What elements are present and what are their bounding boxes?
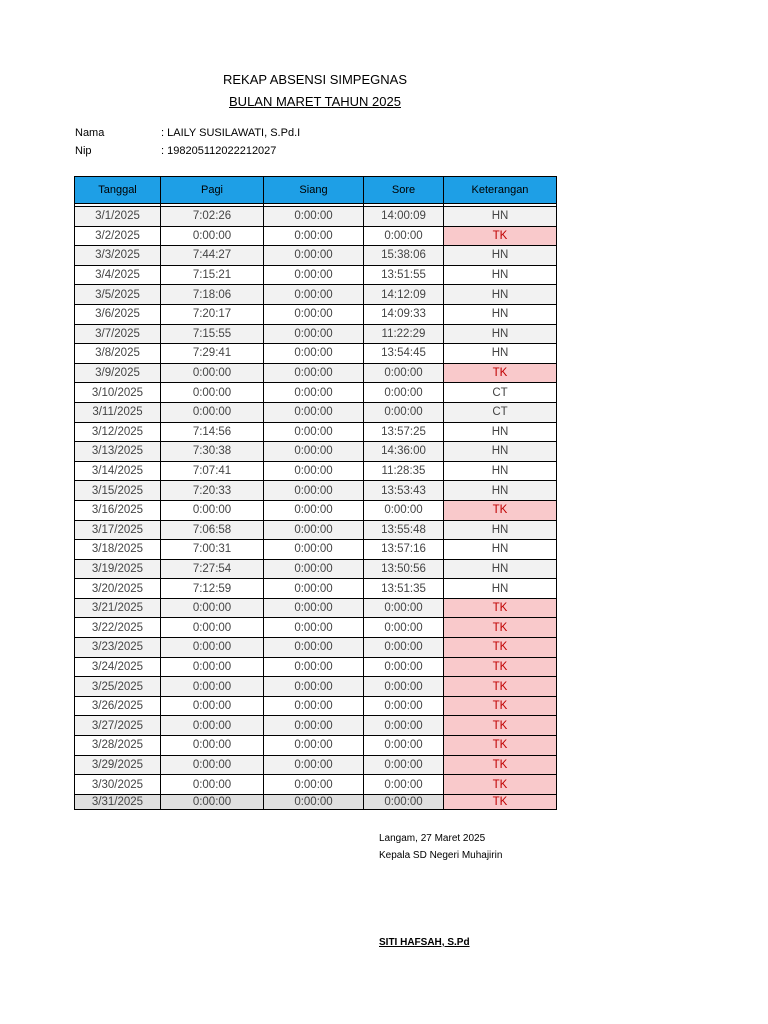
employee-name-label: Nama	[75, 127, 105, 139]
pagi-cell: 7:07:41	[161, 461, 264, 481]
header-siang: Siang	[264, 177, 364, 204]
pagi-cell: 7:14:56	[161, 422, 264, 442]
date-cell: 3/22/2025	[75, 618, 161, 638]
keterangan-cell: HN	[444, 207, 557, 227]
date-cell: 3/17/2025	[75, 520, 161, 540]
date-cell: 3/10/2025	[75, 383, 161, 403]
sore-cell: 14:36:00	[364, 442, 444, 462]
sore-cell: 13:55:48	[364, 520, 444, 540]
siang-cell: 0:00:00	[264, 461, 364, 481]
table-row	[75, 246, 557, 266]
siang-cell: 0:00:00	[264, 246, 364, 266]
sore-cell: 0:00:00	[364, 736, 444, 756]
employee-nip-value: : 198205112022212027	[161, 145, 277, 157]
pagi-cell: 0:00:00	[161, 736, 264, 756]
table-body	[75, 204, 557, 810]
sore-cell: 0:00:00	[364, 618, 444, 638]
sore-cell: 13:54:45	[364, 344, 444, 364]
table-row	[75, 442, 557, 462]
date-cell: 3/1/2025	[75, 207, 161, 227]
siang-cell: 0:00:00	[264, 481, 364, 501]
pagi-cell: 7:27:54	[161, 559, 264, 579]
date-cell: 3/30/2025	[75, 775, 161, 795]
table-row	[75, 265, 557, 285]
keterangan-cell: TK	[444, 500, 557, 520]
date-cell: 3/24/2025	[75, 657, 161, 677]
pagi-cell: 0:00:00	[161, 638, 264, 658]
keterangan-cell: TK	[444, 716, 557, 736]
header-tanggal: Tanggal	[75, 177, 161, 204]
date-cell: 3/26/2025	[75, 696, 161, 716]
table-row	[75, 657, 557, 677]
keterangan-cell: HN	[444, 422, 557, 442]
pagi-cell: 0:00:00	[161, 775, 264, 795]
pagi-cell: 0:00:00	[161, 696, 264, 716]
siang-cell: 0:00:00	[264, 716, 364, 736]
table-row	[75, 716, 557, 736]
siang-cell: 0:00:00	[264, 344, 364, 364]
header-keterangan: Keterangan	[444, 177, 557, 204]
date-cell: 3/9/2025	[75, 363, 161, 383]
sore-cell: 0:00:00	[364, 755, 444, 775]
pagi-cell: 0:00:00	[161, 677, 264, 697]
date-cell: 3/20/2025	[75, 579, 161, 599]
table-row	[75, 775, 557, 795]
siang-cell: 0:00:00	[264, 383, 364, 403]
siang-cell: 0:00:00	[264, 677, 364, 697]
sore-cell: 13:51:35	[364, 579, 444, 599]
date-cell: 3/4/2025	[75, 265, 161, 285]
siang-cell: 0:00:00	[264, 363, 364, 383]
signature-name: SITI HAFSAH, S.Pd	[379, 937, 470, 948]
date-cell: 3/13/2025	[75, 442, 161, 462]
keterangan-cell: HN	[444, 265, 557, 285]
keterangan-cell: HN	[444, 579, 557, 599]
pagi-cell: 0:00:00	[161, 657, 264, 677]
siang-cell: 0:00:00	[264, 324, 364, 344]
table-row	[75, 344, 557, 364]
sore-cell: 0:00:00	[364, 598, 444, 618]
keterangan-cell: HN	[444, 344, 557, 364]
table-row	[75, 598, 557, 618]
pagi-cell: 0:00:00	[161, 794, 264, 809]
keterangan-cell: TK	[444, 657, 557, 677]
sore-cell: 0:00:00	[364, 383, 444, 403]
keterangan-cell: CT	[444, 383, 557, 403]
siang-cell: 0:00:00	[264, 794, 364, 809]
pagi-cell: 0:00:00	[161, 598, 264, 618]
keterangan-cell: HN	[444, 461, 557, 481]
sore-cell: 0:00:00	[364, 677, 444, 697]
sore-cell: 0:00:00	[364, 402, 444, 422]
table-row	[75, 736, 557, 756]
table-row	[75, 579, 557, 599]
date-cell: 3/8/2025	[75, 344, 161, 364]
sore-cell: 0:00:00	[364, 716, 444, 736]
date-cell: 3/23/2025	[75, 638, 161, 658]
pagi-cell: 7:29:41	[161, 344, 264, 364]
siang-cell: 0:00:00	[264, 696, 364, 716]
siang-cell: 0:00:00	[264, 207, 364, 227]
siang-cell: 0:00:00	[264, 755, 364, 775]
attendance-table	[74, 176, 557, 810]
keterangan-cell: TK	[444, 226, 557, 246]
siang-cell: 0:00:00	[264, 520, 364, 540]
signature-place-date: Langam, 27 Maret 2025	[379, 833, 486, 844]
siang-cell: 0:00:00	[264, 775, 364, 795]
sore-cell: 0:00:00	[364, 226, 444, 246]
siang-cell: 0:00:00	[264, 442, 364, 462]
table-row	[75, 363, 557, 383]
keterangan-cell: TK	[444, 598, 557, 618]
sore-cell: 0:00:00	[364, 500, 444, 520]
keterangan-cell: HN	[444, 246, 557, 266]
siang-cell: 0:00:00	[264, 402, 364, 422]
date-cell: 3/11/2025	[75, 402, 161, 422]
date-cell: 3/12/2025	[75, 422, 161, 442]
keterangan-cell: HN	[444, 481, 557, 501]
table-header-row	[75, 177, 557, 204]
table-row	[75, 677, 557, 697]
employee-name-value: : LAILY SUSILAWATI, S.Pd.I	[161, 127, 301, 139]
table-row	[75, 402, 557, 422]
pagi-cell: 0:00:00	[161, 500, 264, 520]
pagi-cell: 0:00:00	[161, 226, 264, 246]
keterangan-cell: HN	[444, 540, 557, 560]
keterangan-cell: TK	[444, 363, 557, 383]
date-cell: 3/7/2025	[75, 324, 161, 344]
sore-cell: 0:00:00	[364, 638, 444, 658]
table-row	[75, 481, 557, 501]
date-cell: 3/3/2025	[75, 246, 161, 266]
siang-cell: 0:00:00	[264, 618, 364, 638]
siang-cell: 0:00:00	[264, 638, 364, 658]
table-row	[75, 461, 557, 481]
table-row	[75, 422, 557, 442]
table-row	[75, 226, 557, 246]
siang-cell: 0:00:00	[264, 579, 364, 599]
date-cell: 3/18/2025	[75, 540, 161, 560]
pagi-cell: 0:00:00	[161, 618, 264, 638]
keterangan-cell: HN	[444, 304, 557, 324]
table-row	[75, 540, 557, 560]
document-subtitle: BULAN MARET TAHUN 2025	[229, 94, 401, 109]
keterangan-cell: HN	[444, 520, 557, 540]
sore-cell: 14:12:09	[364, 285, 444, 305]
employee-nip-row	[75, 145, 276, 157]
date-cell: 3/25/2025	[75, 677, 161, 697]
table-row	[75, 794, 557, 809]
sore-cell: 0:00:00	[364, 696, 444, 716]
pagi-cell: 7:15:55	[161, 324, 264, 344]
pagi-cell: 0:00:00	[161, 383, 264, 403]
siang-cell: 0:00:00	[264, 736, 364, 756]
keterangan-cell: TK	[444, 638, 557, 658]
pagi-cell: 7:20:17	[161, 304, 264, 324]
pagi-cell: 0:00:00	[161, 402, 264, 422]
keterangan-cell: TK	[444, 696, 557, 716]
table-row	[75, 755, 557, 775]
siang-cell: 0:00:00	[264, 657, 364, 677]
sore-cell: 13:57:25	[364, 422, 444, 442]
sore-cell: 11:28:35	[364, 461, 444, 481]
pagi-cell: 7:06:58	[161, 520, 264, 540]
date-cell: 3/16/2025	[75, 500, 161, 520]
date-cell: 3/6/2025	[75, 304, 161, 324]
sore-cell: 0:00:00	[364, 363, 444, 383]
pagi-cell: 7:00:31	[161, 540, 264, 560]
header-pagi: Pagi	[161, 177, 264, 204]
table-row	[75, 207, 557, 227]
header-sore: Sore	[364, 177, 444, 204]
sore-cell: 0:00:00	[364, 794, 444, 809]
table-row	[75, 500, 557, 520]
siang-cell: 0:00:00	[264, 540, 364, 560]
pagi-cell: 0:00:00	[161, 363, 264, 383]
table-row	[75, 383, 557, 403]
table-row	[75, 520, 557, 540]
table-row	[75, 559, 557, 579]
sore-cell: 15:38:06	[364, 246, 444, 266]
keterangan-cell: HN	[444, 285, 557, 305]
date-cell: 3/27/2025	[75, 716, 161, 736]
date-cell: 3/19/2025	[75, 559, 161, 579]
date-cell: 3/5/2025	[75, 285, 161, 305]
sore-cell: 13:57:16	[364, 540, 444, 560]
siang-cell: 0:00:00	[264, 265, 364, 285]
pagi-cell: 7:20:33	[161, 481, 264, 501]
sore-cell: 13:50:56	[364, 559, 444, 579]
siang-cell: 0:00:00	[264, 559, 364, 579]
keterangan-cell: TK	[444, 794, 557, 809]
table-row	[75, 618, 557, 638]
pagi-cell: 0:00:00	[161, 755, 264, 775]
siang-cell: 0:00:00	[264, 226, 364, 246]
pagi-cell: 7:30:38	[161, 442, 264, 462]
keterangan-cell: HN	[444, 442, 557, 462]
date-cell: 3/2/2025	[75, 226, 161, 246]
sore-cell: 14:00:09	[364, 207, 444, 227]
keterangan-cell: HN	[444, 324, 557, 344]
employee-nip-label: Nip	[75, 145, 92, 157]
keterangan-cell: TK	[444, 755, 557, 775]
siang-cell: 0:00:00	[264, 304, 364, 324]
document-title: REKAP ABSENSI SIMPEGNAS	[223, 72, 407, 87]
pagi-cell: 7:44:27	[161, 246, 264, 266]
date-cell: 3/14/2025	[75, 461, 161, 481]
pagi-cell: 7:15:21	[161, 265, 264, 285]
date-cell: 3/21/2025	[75, 598, 161, 618]
sore-cell: 13:53:43	[364, 481, 444, 501]
date-cell: 3/15/2025	[75, 481, 161, 501]
table-row	[75, 304, 557, 324]
employee-name-row	[75, 127, 300, 139]
keterangan-cell: CT	[444, 402, 557, 422]
table-row	[75, 285, 557, 305]
date-cell: 3/29/2025	[75, 755, 161, 775]
sore-cell: 0:00:00	[364, 775, 444, 795]
pagi-cell: 0:00:00	[161, 716, 264, 736]
sore-cell: 11:22:29	[364, 324, 444, 344]
pagi-cell: 7:18:06	[161, 285, 264, 305]
table-row	[75, 638, 557, 658]
keterangan-cell: TK	[444, 736, 557, 756]
sore-cell: 0:00:00	[364, 657, 444, 677]
table-row	[75, 324, 557, 344]
sore-cell: 13:51:55	[364, 265, 444, 285]
date-cell: 3/31/2025	[75, 794, 161, 809]
siang-cell: 0:00:00	[264, 598, 364, 618]
date-cell: 3/28/2025	[75, 736, 161, 756]
pagi-cell: 7:12:59	[161, 579, 264, 599]
signature-position: Kepala SD Negeri Muhajirin	[379, 850, 503, 861]
keterangan-cell: TK	[444, 775, 557, 795]
keterangan-cell: TK	[444, 618, 557, 638]
keterangan-cell: TK	[444, 677, 557, 697]
siang-cell: 0:00:00	[264, 500, 364, 520]
keterangan-cell: HN	[444, 559, 557, 579]
table-row	[75, 696, 557, 716]
sore-cell: 14:09:33	[364, 304, 444, 324]
siang-cell: 0:00:00	[264, 285, 364, 305]
siang-cell: 0:00:00	[264, 422, 364, 442]
pagi-cell: 7:02:26	[161, 207, 264, 227]
